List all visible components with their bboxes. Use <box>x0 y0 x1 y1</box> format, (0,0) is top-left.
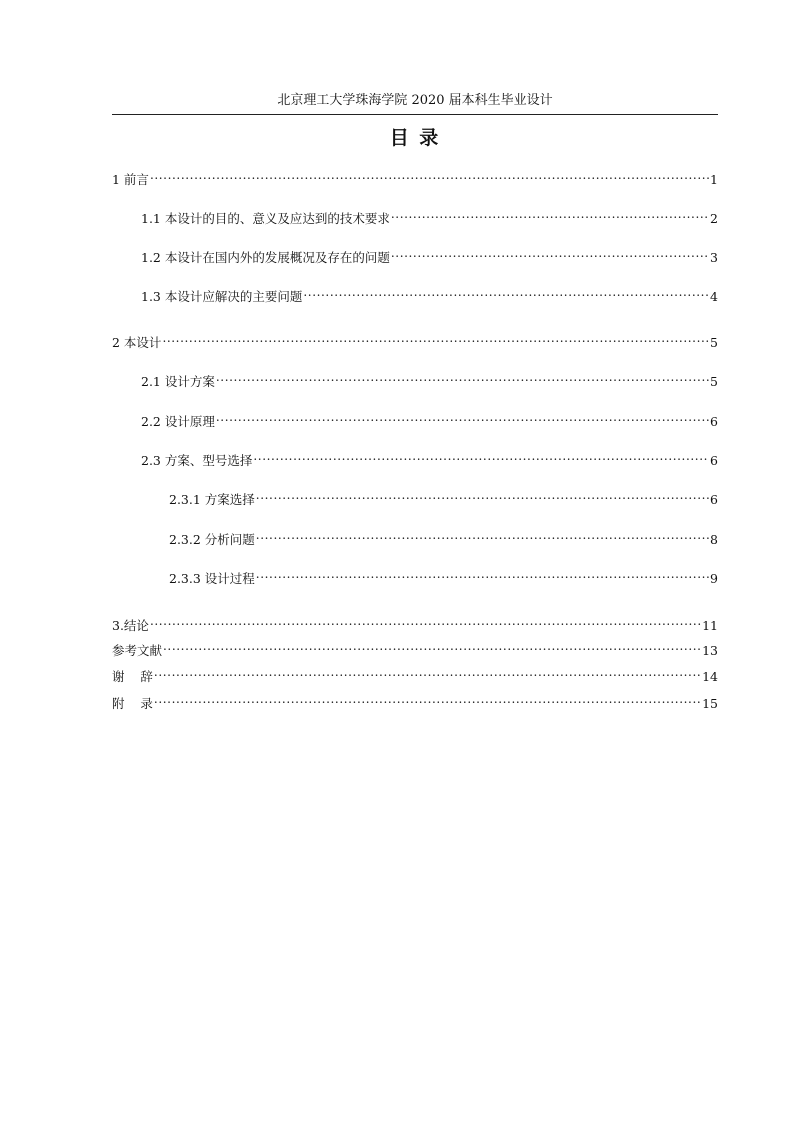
toc-entry-2-1[interactable] <box>141 368 718 389</box>
toc-entry-label: 1.3 本设计应解决的主要问题 <box>141 289 303 304</box>
page-header: 北京理工大学珠海学院 2020 届本科生毕业设计 <box>112 92 718 115</box>
toc-leader-dots <box>154 663 701 681</box>
toc-entry-page: 5 <box>710 374 718 389</box>
toc-entry-page: 2 <box>710 211 718 226</box>
toc-leader-dots <box>163 637 701 655</box>
toc-entry-page: 6 <box>710 453 718 468</box>
toc-entry-2[interactable] <box>112 329 718 350</box>
toc-entry-label: 1.2 本设计在国内外的发展概况及存在的问题 <box>141 250 390 265</box>
toc-leader-dots <box>216 368 709 386</box>
toc-entry-label: 2.3.2 分析问题 <box>169 532 255 547</box>
toc-entry-references[interactable] <box>112 637 718 658</box>
toc-entry-page: 8 <box>710 532 718 547</box>
toc-entry-1-2[interactable] <box>141 244 718 265</box>
toc-entry-label: 2.1 设计方案 <box>141 374 215 389</box>
toc-leader-dots <box>256 565 709 583</box>
toc-entry-label: 附 录 <box>112 696 153 711</box>
toc-entry-label: 谢 辞 <box>112 669 153 684</box>
toc-leader-dots <box>256 486 709 504</box>
toc-title: 目 录 <box>389 127 441 149</box>
toc-leader-dots <box>391 205 709 223</box>
toc-entry-label: 2.3.1 方案选择 <box>169 492 255 507</box>
toc-entry-1[interactable] <box>112 166 718 187</box>
toc-leader-dots <box>150 612 701 630</box>
toc-entry-label: 2.3 方案、型号选择 <box>141 453 253 468</box>
toc-entry-page: 11 <box>702 618 718 633</box>
toc-entry-page: 5 <box>710 335 718 350</box>
toc-leader-dots <box>391 244 709 262</box>
toc-entry-label: 1.1 本设计的目的、意义及应达到的技术要求 <box>141 211 390 226</box>
toc-leader-dots <box>216 408 709 426</box>
toc-leader-dots <box>303 283 709 301</box>
toc-leader-dots <box>253 447 709 465</box>
toc-entry-page: 13 <box>702 643 718 658</box>
toc-entry-1-1[interactable] <box>141 205 718 226</box>
toc-leader-dots <box>154 690 701 708</box>
toc-entry-2-3[interactable] <box>141 447 718 468</box>
toc-entry-page: 4 <box>710 289 718 304</box>
toc-entry-3[interactable] <box>112 612 718 633</box>
toc-entry-label: 2 本设计 <box>112 335 162 350</box>
toc-entry-appendix[interactable] <box>112 690 718 711</box>
toc-entry-acknowledgements[interactable] <box>112 663 718 684</box>
toc-entry-page: 6 <box>710 414 718 429</box>
toc-entry-2-3-1[interactable] <box>169 486 718 507</box>
toc-entry-2-3-3[interactable] <box>169 565 718 586</box>
toc-entry-page: 6 <box>710 492 718 507</box>
toc-leader-dots <box>256 526 709 544</box>
toc-leader-dots <box>162 329 709 347</box>
toc-entry-label: 1 前言 <box>112 172 149 187</box>
toc-entry-page: 1 <box>710 172 718 187</box>
toc-entry-page: 15 <box>702 696 718 711</box>
toc-leader-dots <box>150 166 709 184</box>
toc-entry-page: 9 <box>710 571 718 586</box>
toc-entry-label: 3.结论 <box>112 618 149 633</box>
toc-entry-label: 2.2 设计原理 <box>141 414 215 429</box>
toc-entry-2-2[interactable] <box>141 408 718 429</box>
toc-entry-1-3[interactable] <box>141 283 718 304</box>
toc-entry-2-3-2[interactable] <box>169 526 718 547</box>
toc-entry-label: 参考文献 <box>112 643 163 658</box>
toc-entry-page: 14 <box>702 669 718 684</box>
toc-entry-label: 2.3.3 设计过程 <box>169 571 255 586</box>
toc-entry-page: 3 <box>710 250 718 265</box>
